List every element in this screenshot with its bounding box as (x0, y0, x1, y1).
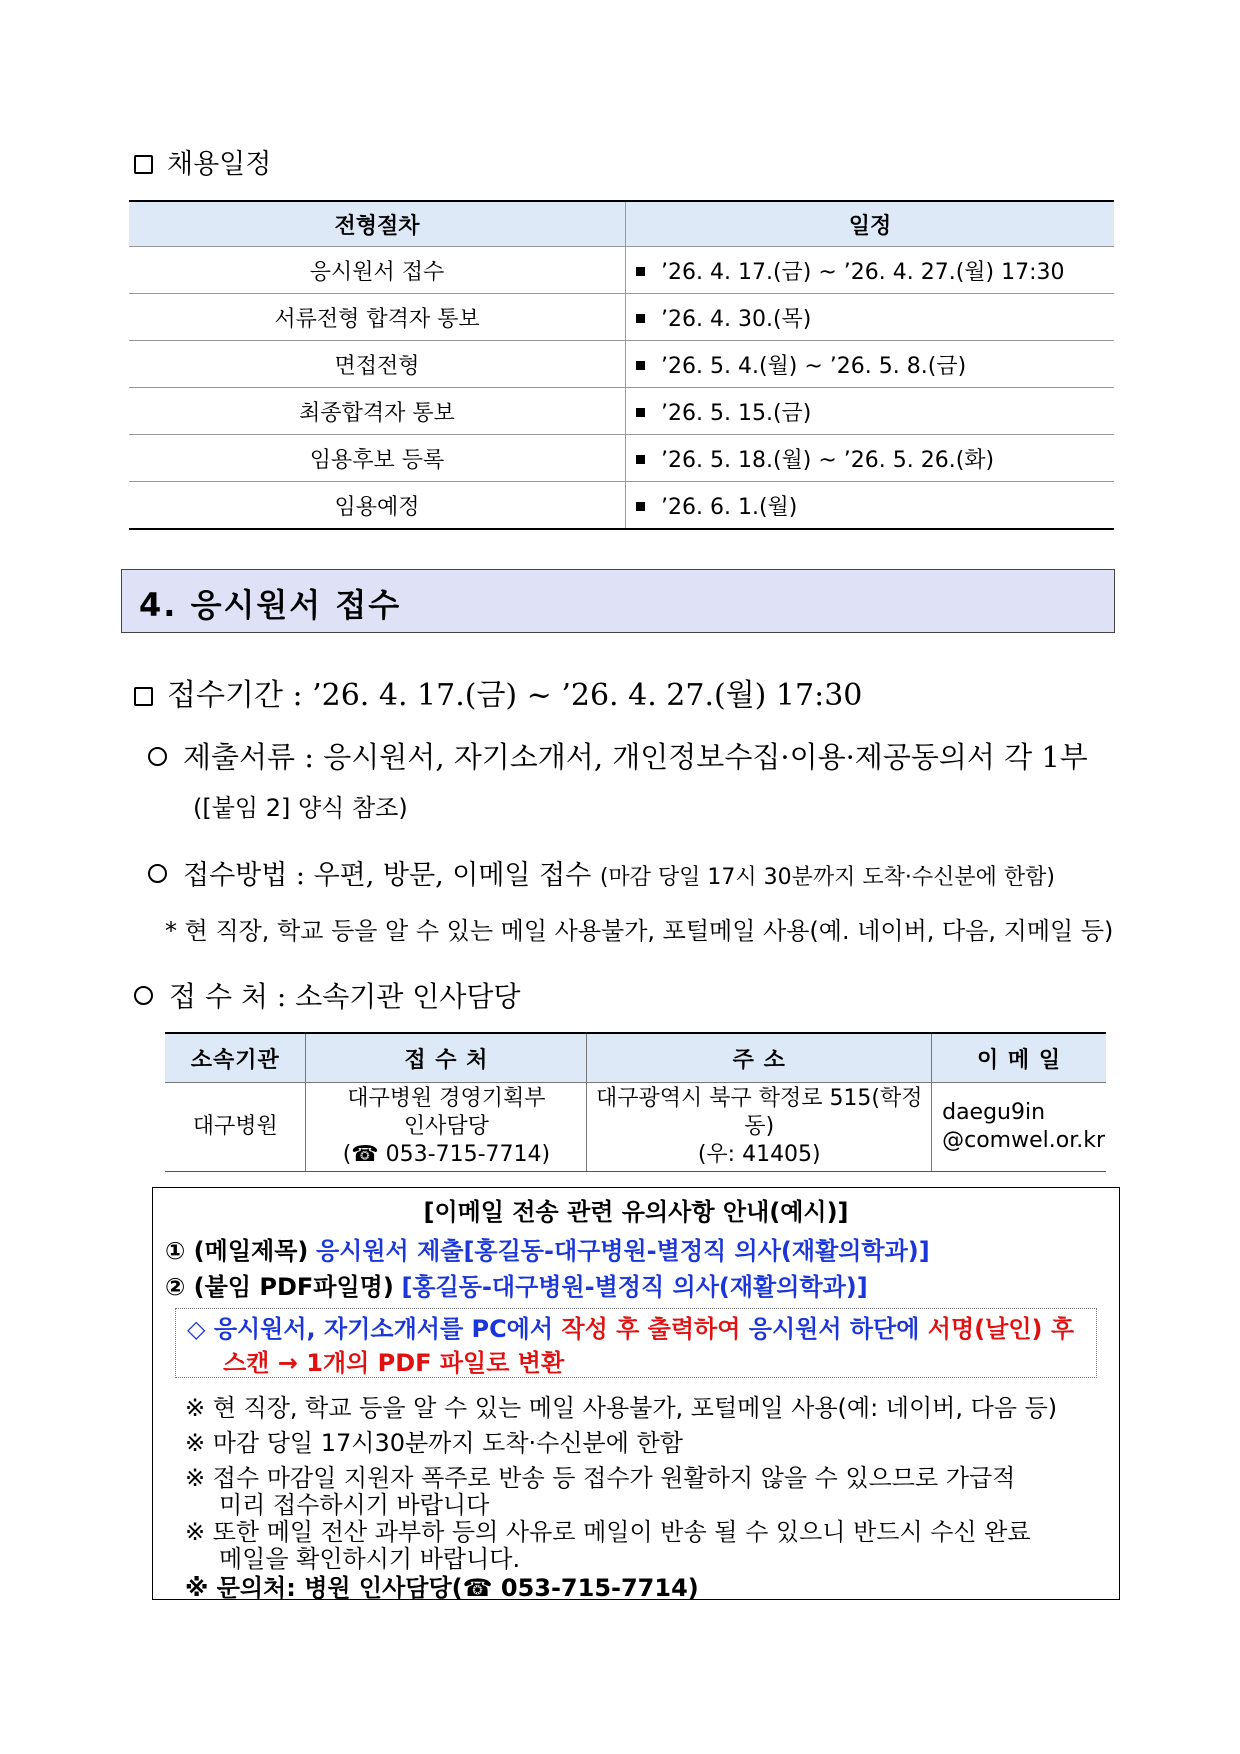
notice-item-mail-subject: ① (메일제목) 응시원서 제출[홍길동-대구병원-별정직 의사(재활의학과)] (165, 1237, 930, 1265)
date-cell: ’26. 5. 18.(월) ~ ’26. 5. 26.(화) (626, 435, 1115, 482)
bullet-square-icon (636, 361, 645, 370)
notice-item-pdf-name: ② (붙임 PDF파일명) [홍길동-대구병원-별정직 의사(재활의학과)] (165, 1273, 868, 1301)
circle-bullet-icon (148, 747, 167, 766)
step-cell: 임용후보 등록 (129, 435, 626, 482)
receiving-office-table (165, 1032, 1106, 1172)
col-header-org: 소속기관 (165, 1033, 306, 1083)
table-row (129, 294, 1114, 341)
section-title-banner: 4. 응시원서 접수 (121, 569, 1115, 633)
col-header-step: 전형절차 (129, 201, 626, 247)
bullet-square-icon (636, 267, 645, 276)
step-cell: 임용예정 (129, 482, 626, 530)
checkbox-square-icon (134, 155, 153, 174)
period-line: 접수기간 : ’26. 4. 17.(금) ~ ’26. 4. 27.(월) 17:30 (134, 670, 862, 714)
table-row (165, 1083, 1106, 1172)
notice-title: [이메일 전송 관련 유의사항 안내(예시)] (423, 1198, 849, 1226)
table-row (129, 482, 1114, 530)
receiver-cell: 대구병원 경영기획부 인사담당 (☎ 053-715-7714) (306, 1083, 587, 1172)
date-cell: ’26. 5. 15.(금) (626, 388, 1115, 435)
method-sub-line: * 현 직장, 학교 등을 알 수 있는 메일 사용불가, 포털메일 사용(예. 네이버, 다음, 지메일 등) (165, 917, 1114, 945)
email-cell: daegu9in @comwel.or.kr (932, 1083, 1106, 1172)
col-header-address: 주 소 (587, 1033, 932, 1083)
notice-diamond-line: ◇ 응시원서, 자기소개서를 PC에서 작성 후 출력하여 응시원서 하단에 서명(날인) 후 (187, 1315, 1075, 1343)
notice-contact: ※ 문의처: 병원 인사담당(☎ 053-715-7714) (185, 1574, 699, 1602)
notice-note-cont: 메일을 확인하시기 바랍니다. (219, 1545, 521, 1573)
email-notice-box (152, 1187, 1120, 1600)
circle-bullet-icon (134, 986, 153, 1005)
docs-line: 제출서류 : 응시원서, 자기소개서, 개인정보수집·이용·제공동의서 각 1부 (148, 735, 1088, 776)
method-line: 접수방법 : 우편, 방문, 이메일 접수 (마감 당일 17시 30분까지 도착·수신분에 한함) (148, 853, 1055, 892)
docs-sub-line: ([붙임 2] 양식 참조) (193, 794, 408, 822)
table-header-row (129, 201, 1114, 247)
bullet-square-icon (636, 455, 645, 464)
table-header-row (165, 1033, 1106, 1083)
step-cell: 응시원서 접수 (129, 247, 626, 294)
schedule-heading: 채용일정 (134, 142, 271, 181)
notice-note-cont: 미리 접수하시기 바랍니다 (219, 1491, 490, 1519)
bullet-square-icon (636, 314, 645, 323)
date-cell: ’26. 5. 4.(월) ~ ’26. 5. 8.(금) (626, 341, 1115, 388)
place-line: 접 수 처 : 소속기관 인사담당 (134, 975, 520, 1015)
table-row (129, 435, 1114, 482)
table-row (129, 388, 1114, 435)
notice-note: ※ 또한 메일 전산 과부하 등의 사유로 메일이 반송 될 수 있으니 반드시 수신 완료 (185, 1518, 1031, 1546)
checkbox-square-icon (134, 687, 153, 706)
bullet-square-icon (636, 408, 645, 417)
col-header-date: 일정 (626, 201, 1115, 247)
address-cell: 대구광역시 북구 학정로 515(학정동) (우: 41405) (587, 1083, 932, 1172)
col-header-receiver: 접 수 처 (306, 1033, 587, 1083)
table-row (129, 341, 1114, 388)
step-cell: 면접전형 (129, 341, 626, 388)
notice-note: ※ 현 직장, 학교 등을 알 수 있는 메일 사용불가, 포털메일 사용(예: 네이버, 다음 등) (185, 1394, 1058, 1422)
bullet-square-icon (636, 502, 645, 511)
schedule-table (129, 200, 1114, 530)
col-header-email: 이 메 일 (932, 1033, 1106, 1083)
step-cell: 서류전형 합격자 통보 (129, 294, 626, 341)
date-cell: ’26. 4. 30.(목) (626, 294, 1115, 341)
circle-bullet-icon (148, 864, 167, 883)
phone-number: (☎ 053-715-7714) (342, 1142, 551, 1167)
date-cell: ’26. 4. 17.(금) ~ ’26. 4. 27.(월) 17:30 (626, 247, 1115, 294)
step-cell: 최종합격자 통보 (129, 388, 626, 435)
method-note: (마감 당일 17시 30분까지 도착·수신분에 한함) (599, 865, 1055, 890)
notice-note: ※ 마감 당일 17시30분까지 도착·수신분에 한함 (185, 1429, 683, 1457)
date-cell: ’26. 6. 1.(월) (626, 482, 1115, 530)
table-row (129, 247, 1114, 294)
notice-note: ※ 접수 마감일 지원자 폭주로 반송 등 접수가 원활하지 않을 수 있으므로 가급적 (185, 1464, 1016, 1492)
notice-diamond-line-2: 스캔 → 1개의 PDF 파일로 변환 (223, 1349, 565, 1377)
org-cell: 대구병원 (165, 1083, 306, 1172)
